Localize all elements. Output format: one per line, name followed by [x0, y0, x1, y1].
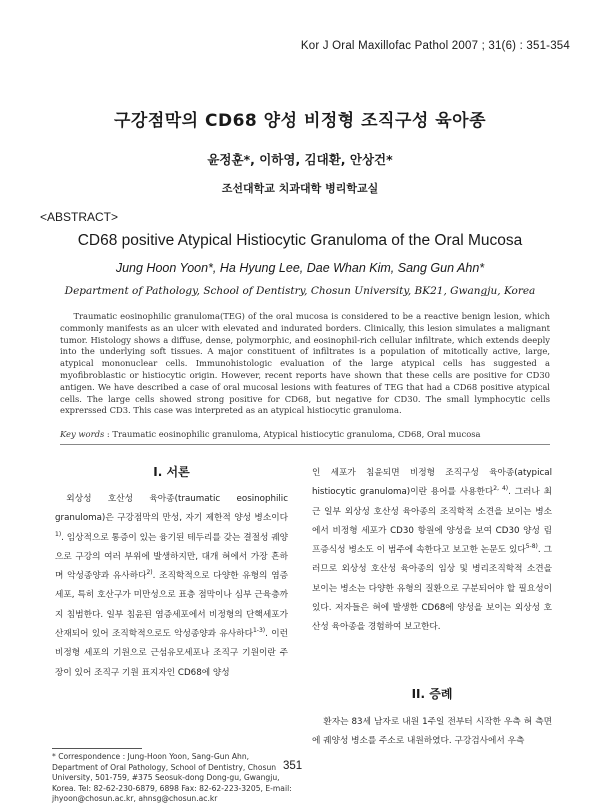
- english-affiliation: Department of Pathology, School of Dentistry, Chosun University, BK21, Gwangju, Korea: [64, 285, 536, 297]
- keywords: [60, 429, 560, 439]
- page-number: 351: [283, 760, 303, 772]
- abstract-label: <ABSTRACT>: [40, 210, 119, 224]
- footnote-label: * Correspondence: [52, 752, 121, 761]
- case-report-body: [312, 713, 552, 752]
- english-title: CD68 positive Atypical Histiocytic Granuloma of the Oral Mucosa: [77, 232, 523, 249]
- section-heading-introduction: I. 서론: [153, 465, 190, 479]
- intro-paragraph: 외상성 호산성 육아종(traumatic eosinophilic granuloma)은 구강점막의 만성, 자기 제한적 양성 병소이다$^{1)}$. 임상적으로 통증이 있는 융기된 테두리를 갖는 결절성 궤양으로 구강의 여러 부위에 발생하지만, 대개 혀에서 가장 흔하며 악성종양과 유사하다$^{2)}$. 조직학적으로 다양한 유형의 염증세포, 특히 호산구가 미만성으로 표층 점막이나 심부 근육층까지 침범한다. 일부 침윤된 염증세포에서 비정형의 단핵세포가 산재되어 있어 조직학적으로도 악성종양과 유사하다$^{1-3)}$. 이런 비정형 세포의 기원으로 근섬유모세포나 조직구 기원이란 주장이 있어 조직구 기원 표지자인 CD68에 양성: [55, 494, 288, 678]
- abstract-text: Traumatic eosinophilic granuloma(TEG) of the oral mucosa is considered to be a reactive benign lesion, which commonly manifests as an ulcer with elevated and indurated borders. Clinically, this lesion simulates a malignant tumor. Histology shows a diffuse, dense, polymorphic, and eosinophil-rich cellular infiltrate, which extends deeply into the underlying soft tissues. A major constituent of infiltrates is a population of mitotically active, large, atypical mononuclear cells. Immunohistologic evaluation of the large atypical cells has suggested a myofibroblastic or histiocytic origin. However, recent reports have shown that these cells are positive for CD30 antigen. We have described a case of oral mucosal lesions with features of TEG that had a CD68 positive atypical cells. The large cells showed strong positive for CD68, but negative for CD30. The small lymphocytic cells exprerssed CD3. This case was interpreted as an atypical histiocytic granuloma.: [60, 311, 550, 416]
- keywords-label: Key words: [60, 429, 105, 439]
- keywords-text: : Traumatic eosinophilic granuloma, Atypical histiocytic granuloma, CD68, Oral mucosa: [104, 429, 481, 439]
- footnote-rule: [52, 748, 142, 749]
- korean-authors: 윤정훈*, 이하영, 김대환, 안상건*: [207, 152, 393, 167]
- right-column-body: [312, 464, 552, 638]
- journal-citation: Kor J Oral Maxillofac Pathol 2007 ; 31(6) : 351-354: [300, 40, 570, 52]
- korean-affiliation: 조선대학교 치과대학 병리학교실: [221, 182, 379, 195]
- keywords-divider: [60, 444, 550, 445]
- section-heading-case: II. 증례: [411, 687, 453, 701]
- left-column-body: [55, 490, 288, 683]
- footnote-text: : Jung-Hoon Yoon, Sang-Gun Ahn, Department of Oral Pathology, School of Dentistry, Chosun University, 501-759, #375 Seosuk-dong Dong-gu, Gwangju, Korea. Tel: 82-62-230-6879, 6898 Fax: 82-62-223-3205, E-mail: jhyoon@chosun.ac.kr, ahnsg@chosun.ac.kr: [52, 752, 292, 804]
- intro-paragraph-continued: 인 세포가 침윤되면 비정형 조직구성 육아종(atypical histiocytic granuloma)이란 용어를 사용한다$^{2, 4)}$. 그러나 최근 일부 외상성 호산성 육아종의 조직학적 소견을 보이는 병소에서 비정형 세포가 CD30 항원에 양성을 보여 CD30 양성 림프증식성 병소도 이 범주에 속한다고 보고한 논문도 있다$^{5-8)}$. 그러므로 외상성 호산성 육아종의 임상 및 병리조직학적 소견을 보이는 병소는 다양한 유형의 질환으로 구분되어야 할 필요성이 있다. 저자들은 혀에 발생한 CD68에 양성을 보이는 외상성 호산성 육아종을 경험하여 보고한다.: [312, 468, 552, 633]
- korean-title: 구강점막의 CD68 양성 비정형 조직구성 육아종: [113, 111, 486, 131]
- correspondence-footnote: [52, 752, 297, 805]
- english-authors: Jung Hoon Yoon*, Ha Hyung Lee, Dae Whan Kim, Sang Gun Ahn*: [115, 261, 485, 275]
- case-paragraph: 환자는 83세 남자로 내원 1주일 전부터 시작한 우측 혀 측면에 궤양성 병소를 주소로 내원하였다. 구강검사에서 우측: [312, 717, 552, 747]
